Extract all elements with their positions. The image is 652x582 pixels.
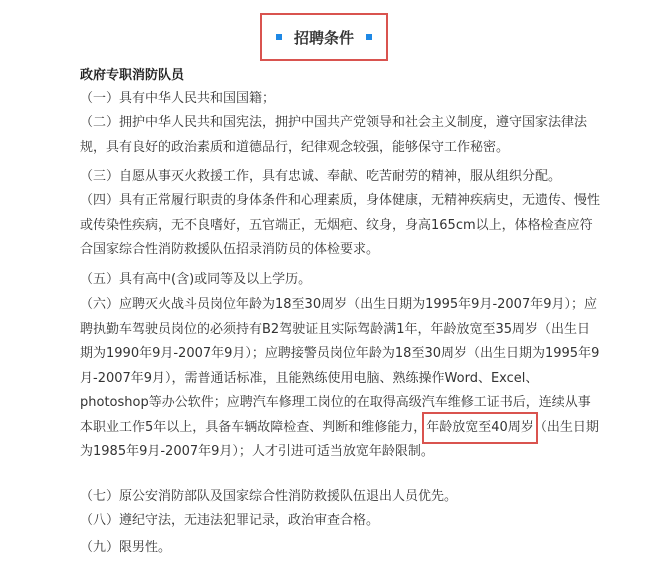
requirement-8: （八）遵纪守法，无违法犯罪记录，政治审查合格。	[80, 513, 380, 528]
square-bullet-icon	[276, 34, 282, 40]
requirement-6-text-end: （出生日期为1985年9月-2007年9月）；人才引进可适当放宽年龄限制。	[80, 419, 599, 459]
square-bullet-icon	[366, 34, 372, 40]
section-title: 招聘条件	[293, 28, 354, 47]
requirement-4: （四）具有正常履行职责的身体条件和心理素质，身体健康，无精神疾病史，无遗传、慢性或传染性疾病，无不良嗜好，五官端正，无烟疤、纹身，身高165cm以上，体格检查应符合国家综合性消防救援队伍招录消防员的体检要求。	[80, 193, 601, 257]
section-subtitle: 政府专职消防队员	[80, 68, 185, 83]
highlighted-age-limit: 年龄放宽至40周岁	[426, 416, 534, 441]
section-title-box	[260, 13, 388, 61]
requirement-6-text: （六）应聘灭火战斗员岗位年龄为18至30周岁（出生日期为1995年9月-2007年9月）；应聘执勤车驾驶员岗位的必须持有B2驾驶证且实际驾龄满1年，年龄放宽至35周岁（出生日期为1990年9月-2007年9月）；应聘接警员岗位年龄为18至30周岁（出生日期为1995年9月-2007年9月），需普通话标准，且能熟练使用电脑、熟练操作Word、Excel、photoshop等办公软件；应聘汽车修理工岗位的在取得高级汽车维修工证书后，连续从事本职业工作5年以上，具备车辆故障检查、判断和维修能力，	[80, 297, 600, 435]
requirement-3: （三）自愿从事灭火救援工作，具有忠诚、奉献、吃苦耐劳的精神，服从组织分配。	[80, 169, 562, 184]
requirement-5: （五）具有高中(含)或同等及以上学历。	[80, 272, 312, 287]
requirement-1: （一）具有中华人民共和国国籍；	[80, 91, 276, 106]
requirement-9: （九）限男性。	[80, 540, 172, 555]
requirement-2: （二）拥护中华人民共和国宪法，拥护中国共产党领导和社会主义制度，遵守国家法律法规，具有良好的政治素质和道德品行，纪律观念较强，能够保守工作秘密。	[80, 115, 588, 155]
requirement-6	[80, 293, 600, 465]
requirement-7: （七）原公安消防部队及国家综合性消防救援队伍退出人员优先。	[80, 489, 458, 504]
